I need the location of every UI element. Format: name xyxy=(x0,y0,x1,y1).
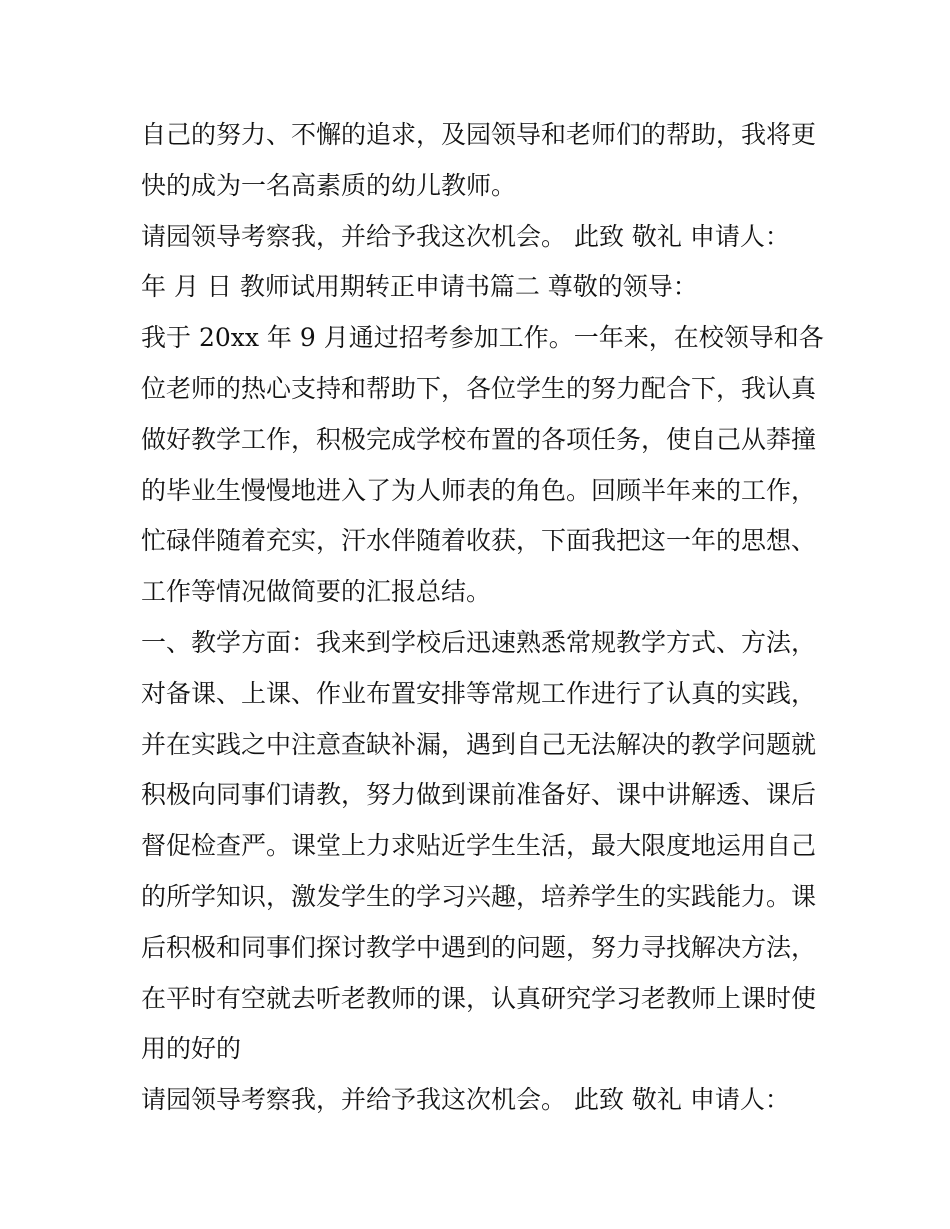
text-line-14: 积极向同事们请教，努力做到课前准备好、课中讲解透、课后 xyxy=(141,780,817,810)
text-line-13: 并在实践之中注意查缺补漏，遇到自己无法解决的教学问题就 xyxy=(141,729,817,759)
text-line-4: 年 月 日 教师试用期转正申请书篇二 尊敬的领导： xyxy=(141,272,698,302)
text-line-12: 对备课、上课、作业布置安排等常规工作进行了认真的实践， xyxy=(141,678,817,708)
text-line-15: 督促检查严。课堂上力求贴近学生生活，最大限度地运用自己 xyxy=(141,831,817,861)
text-line-11: 一、教学方面：我来到学校后迅速熟悉常规教学方式、方法， xyxy=(141,627,817,657)
text-line-8: 的毕业生慢慢地进入了为人师表的角色。回顾半年来的工作， xyxy=(141,475,817,505)
text-line-5: 我于 20xx 年 9 月通过招考参加工作。一年来，在校领导和各 xyxy=(141,323,824,353)
text-line-1: 自己的努力、不懈的追求，及园领导和老师们的帮助，我将更 xyxy=(141,120,817,149)
text-line-19: 用的好的 xyxy=(141,1034,242,1064)
text-line-18: 在平时有空就去听老教师的课，认真研究学习老教师上课时使 xyxy=(141,983,817,1013)
text-line-7: 做好教学工作，积极完成学校布置的各项任务，使自己从莽撞 xyxy=(141,424,817,454)
document-body xyxy=(141,110,824,1126)
text-line-6: 位老师的热心支持和帮助下，各位学生的努力配合下，我认真 xyxy=(141,373,817,403)
text-line-10: 工作等情况做简要的汇报总结。 xyxy=(141,577,492,607)
text-line-17: 后积极和同事们探讨教学中遇到的问题，努力寻找解决方法， xyxy=(141,932,817,962)
text-line-3: 请园领导考察我，并给予我这次机会。 此致 敬礼 申请人： xyxy=(141,221,790,251)
text-line-2: 快的成为一名高素质的幼儿教师。 xyxy=(141,170,517,200)
text-line-20: 请园领导考察我，并给予我这次机会。 此致 敬礼 申请人： xyxy=(141,1085,790,1115)
text-line-16: 的所学知识，激发学生的学习兴趣，培养学生的实践能力。课 xyxy=(141,881,817,911)
text-line-9: 忙碌伴随着充实，汗水伴随着收获，下面我把这一年的思想、 xyxy=(141,526,817,556)
